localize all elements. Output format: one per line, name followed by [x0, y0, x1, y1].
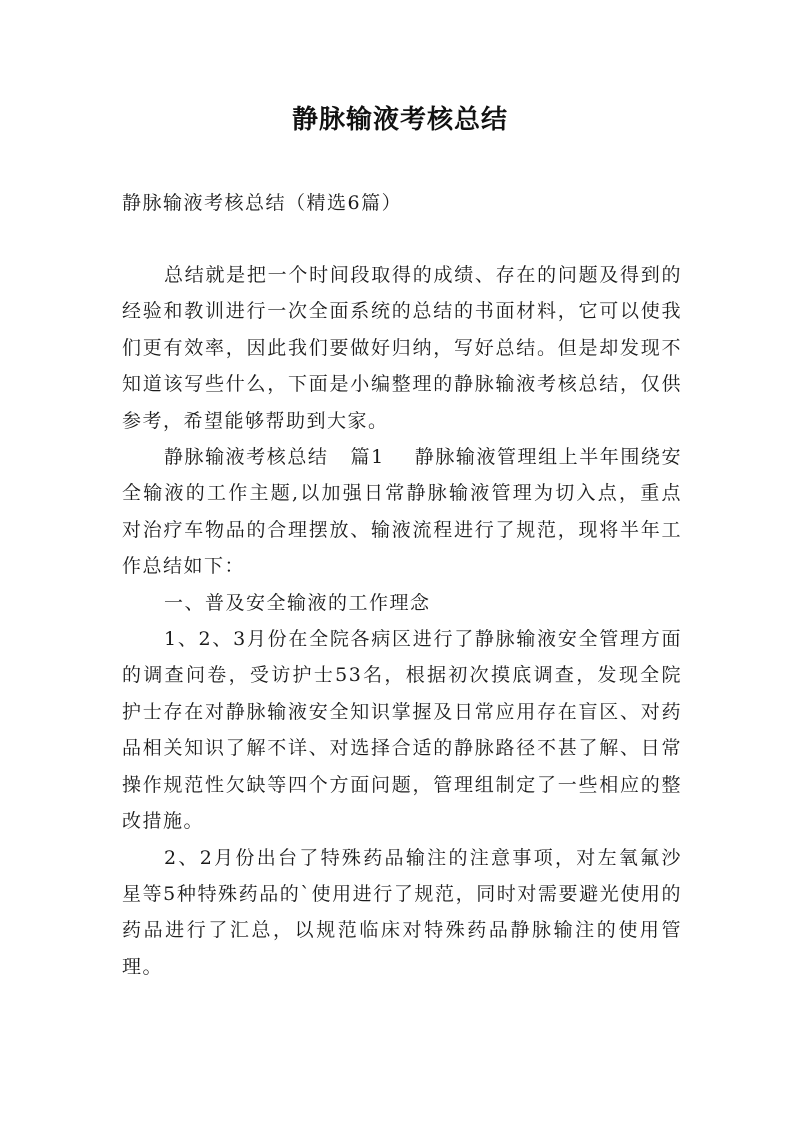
section-1-paragraph	[122, 439, 682, 585]
section-1-heading: 静脉输液考核总结	[164, 446, 329, 469]
document-body	[122, 257, 682, 985]
section-1-text: 静脉输液管理组上半年围绕安全输液的工作主题,以加强日常静脉输液管理为切入点，重点对治疗车物品的合理摆放、输液流程进行了规范，现将半年工作总结如下：	[122, 446, 682, 578]
intro-paragraph: 总结就是把一个时间段取得的成绩、存在的问题及得到的经验和教训进行一次全面系统的总结的书面材料，它可以使我们更有效率，因此我们要做好归纳，写好总结。但是却发现不知道该写些什么，下面是小编整理的静脉输液考核总结，仅供参考，希望能够帮助到大家。	[122, 264, 682, 432]
document-title: 静脉输液考核总结	[291, 105, 508, 135]
section-1-label: 篇1	[350, 446, 385, 469]
item-2-paragraph: 2、2月份出台了特殊药品输注的注意事项，对左氧氟沙星等5种特殊药品的`使用进行了规范，同时对需要避光使用的药品进行了汇总，以规范临床对特殊药品静脉输注的使用管理。	[122, 846, 682, 978]
point-1-heading: 一、普及安全输液的工作理念	[164, 591, 431, 614]
item-1-paragraph: 1、2、3月份在全院各病区进行了静脉输液安全管理方面的调查问卷，受访护士53名，根据初次摸底调查，发现全院护士存在对静脉输液安全知识掌握及日常应用存在盲区、对药品相关知识了解不详、对选择合适的静脉路径不甚了解、日常操作规范性欠缺等四个方面问题，管理组制定了一些相应的整改措施。	[122, 628, 682, 833]
document-subtitle: 静脉输液考核总结（精选6篇）	[122, 192, 403, 214]
